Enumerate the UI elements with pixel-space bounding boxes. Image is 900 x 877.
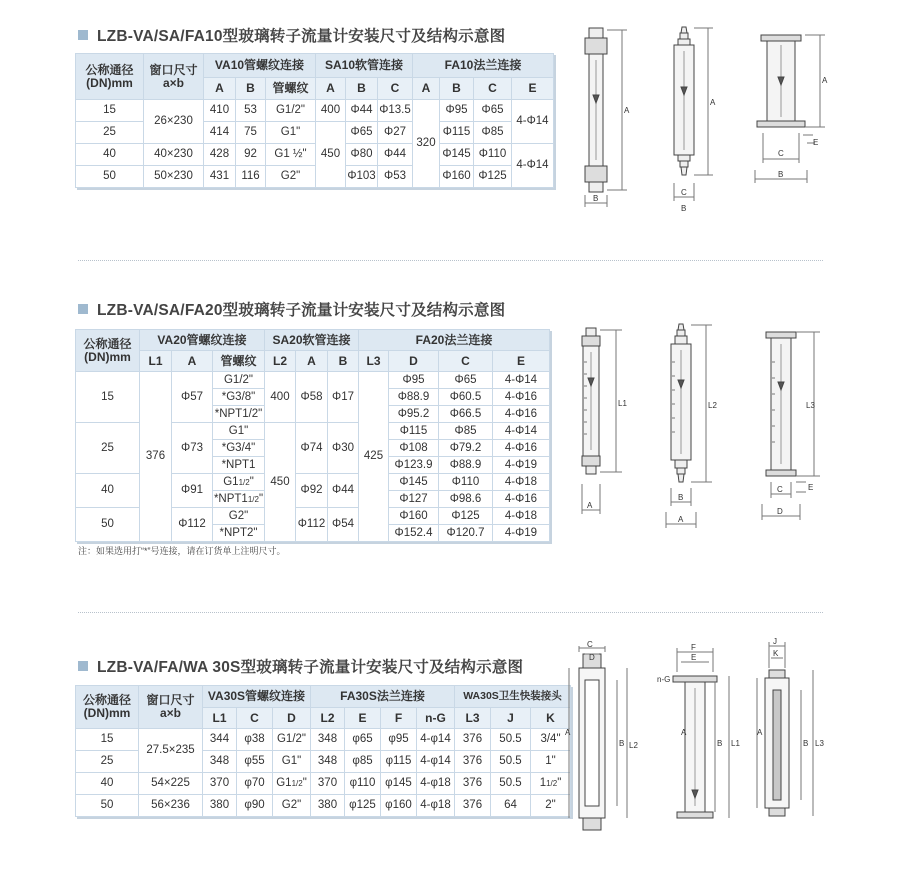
cell: 50×230 (144, 166, 204, 188)
col-header: B (236, 78, 266, 100)
cell: 50 (76, 508, 140, 542)
cell: Φ57 (172, 372, 213, 423)
col-header: 管螺纹 (266, 78, 316, 100)
cell: Φ115 (389, 423, 439, 440)
cell: 50.5 (491, 729, 531, 751)
col-header: B (440, 78, 474, 100)
cell: 348 (203, 751, 237, 773)
col-header: D (389, 351, 439, 372)
label-b: B (619, 739, 625, 748)
cell: Φ60.5 (439, 389, 493, 406)
col-header: E (512, 78, 554, 100)
header-va10: VA10管螺纹连接 (204, 54, 316, 78)
cell: 380 (203, 795, 237, 817)
cell: 15 (76, 372, 140, 423)
cell: 25 (76, 122, 144, 144)
label-e: E (808, 483, 814, 492)
table-row (76, 372, 550, 389)
cell: Φ13.5 (378, 100, 413, 122)
cell: 64 (491, 795, 531, 817)
cell: 348 (311, 729, 345, 751)
cell: G2" (273, 795, 311, 817)
cell: Φ108 (389, 440, 439, 457)
cell: Φ160 (440, 166, 474, 188)
col-header: D (273, 708, 311, 729)
cell: 4-Φ16 (493, 491, 550, 508)
cell: 431 (204, 166, 236, 188)
cell: Φ58 (296, 372, 328, 423)
col-header: B (328, 351, 359, 372)
cell: 2" (531, 795, 571, 817)
cell: 370 (311, 773, 345, 795)
label-a: A (587, 501, 593, 510)
label-l3: L3 (815, 739, 824, 748)
label-l1: L1 (618, 399, 627, 408)
label-b: B (778, 170, 784, 179)
label-l3: L3 (806, 401, 815, 410)
col-header: L1 (203, 708, 237, 729)
header-wa30s: WA30S卫生快装接头 (455, 686, 571, 708)
cell: 3/4" (531, 729, 571, 751)
cell: 4-φ18 (417, 773, 455, 795)
cell: φ160 (381, 795, 417, 817)
cell: Φ112 (296, 508, 328, 542)
cell: 50 (76, 166, 144, 188)
cell: Φ44 (378, 144, 413, 166)
cell: G2" (213, 508, 265, 525)
header-fa10: FA10法兰连接 (413, 54, 554, 78)
section1-title: LZB-VA/SA/FA10型玻璃转子流量计安装尺寸及结构示意图 (78, 24, 505, 46)
cell: φ90 (237, 795, 273, 817)
col-header: A (204, 78, 236, 100)
label-j: J (773, 637, 777, 646)
cell: Φ66.5 (439, 406, 493, 423)
cell: G1/2" (266, 100, 316, 122)
cell: 376 (455, 795, 491, 817)
cell: 400 (265, 372, 296, 423)
cell: Φ112 (172, 508, 213, 542)
header-fa30s: FA30S法兰连接 (311, 686, 455, 708)
cell: Φ65 (439, 372, 493, 389)
cell: G1" (266, 122, 316, 144)
cell: 53 (236, 100, 266, 122)
label-c: C (587, 640, 593, 649)
cell: 11/2" (531, 773, 571, 795)
label-a: A (624, 106, 630, 115)
cell: Φ91 (172, 474, 213, 508)
cell: 40 (76, 144, 144, 166)
cell: Φ123.9 (389, 457, 439, 474)
table-row (76, 773, 571, 795)
order-note: 注：如果选用打“*”号连接，请在订货单上注明尺寸。 (78, 546, 286, 556)
label-l2: L2 (629, 741, 638, 750)
section3-diagram (565, 637, 845, 830)
bullet-square-icon (78, 304, 88, 314)
cell: 4-φ14 (417, 729, 455, 751)
col-header: L3 (359, 351, 389, 372)
col-header: C (237, 708, 273, 729)
cell: φ85 (345, 751, 381, 773)
label-d: D (589, 653, 595, 662)
cell: 4-Φ14 (493, 372, 550, 389)
cell: G2" (266, 166, 316, 188)
header-window: 窗口尺寸 a×b (139, 686, 203, 729)
col-header: L3 (455, 708, 491, 729)
cell: Φ160 (389, 508, 439, 525)
cell: Φ110 (474, 144, 512, 166)
label-c: C (778, 149, 784, 158)
cell: Φ152.4 (389, 525, 439, 542)
cell: Φ44 (328, 474, 359, 508)
cell: Φ95 (389, 372, 439, 389)
label-e: E (813, 138, 819, 147)
cell: Φ65 (474, 100, 512, 122)
cell: 75 (236, 122, 266, 144)
label-c: C (681, 188, 687, 197)
header-va30s: VA30S管螺纹连接 (203, 686, 311, 708)
label-a: A (757, 728, 763, 737)
bullet-square-icon (78, 30, 88, 40)
cell: 450 (265, 423, 296, 542)
cell: 116 (236, 166, 266, 188)
col-header: K (531, 708, 571, 729)
label-l1: L1 (731, 739, 740, 748)
cell: 4-φ18 (417, 795, 455, 817)
cell: φ95 (381, 729, 417, 751)
header-sa20: SA20软管连接 (265, 330, 359, 351)
cell: Φ95.2 (389, 406, 439, 423)
label-k: K (773, 649, 779, 658)
cell: 54×225 (139, 773, 203, 795)
separator (78, 612, 823, 613)
bullet-square-icon (78, 661, 88, 671)
label-a: A (822, 76, 828, 85)
cell: 400 (316, 100, 346, 122)
cell: *NPT2" (213, 525, 265, 542)
cell: 50.5 (491, 773, 531, 795)
cell: Φ27 (378, 122, 413, 144)
label-d: D (777, 507, 783, 516)
label-b: B (803, 739, 809, 748)
label-b: B (681, 204, 687, 213)
cell: 26×230 (144, 100, 204, 144)
label-f: F (691, 643, 696, 652)
header-sa10: SA10软管连接 (316, 54, 413, 78)
cell: 50.5 (491, 751, 531, 773)
cell: 4-Φ19 (493, 525, 550, 542)
table-row (76, 100, 554, 122)
cell: 376 (140, 372, 172, 542)
label-b: B (593, 194, 599, 203)
cell: φ115 (381, 751, 417, 773)
cell: Φ17 (328, 372, 359, 423)
label-ng: n-G (657, 675, 671, 684)
cell: Φ125 (439, 508, 493, 525)
section3-table (75, 685, 571, 817)
cell: Φ79.2 (439, 440, 493, 457)
cell: Φ30 (328, 423, 359, 474)
col-header: A (296, 351, 328, 372)
label-a: A (710, 98, 716, 107)
cell: Φ85 (474, 122, 512, 144)
cell: 414 (204, 122, 236, 144)
section2-title: LZB-VA/SA/FA20型玻璃转子流量计安装尺寸及结构示意图 (78, 298, 505, 320)
col-header: J (491, 708, 531, 729)
cell: Φ80 (346, 144, 378, 166)
label-a: A (681, 728, 687, 737)
cell: 410 (204, 100, 236, 122)
header-dn: 公称通径 (DN)mm (76, 686, 139, 729)
cell: 4-Φ14 (512, 144, 554, 188)
cell: 50 (76, 795, 139, 817)
cell: *G3/4" (213, 440, 265, 457)
cell: φ125 (345, 795, 381, 817)
section1-table-wrap (75, 53, 554, 188)
cell: Φ125 (474, 166, 512, 188)
header-window: 窗口尺寸 a×b (144, 54, 204, 100)
cell: φ65 (345, 729, 381, 751)
cell: 40×230 (144, 144, 204, 166)
section1-diagram (575, 25, 835, 215)
label-a: A (565, 728, 571, 737)
cell: *G3/8" (213, 389, 265, 406)
header-dn: 公称通径 (DN)mm (76, 330, 140, 372)
label-c: C (777, 485, 783, 494)
col-header: 管螺纹 (213, 351, 265, 372)
cell: Φ98.6 (439, 491, 493, 508)
section1-table (75, 53, 554, 188)
section2-diagram (570, 322, 840, 532)
section2-table-wrap (75, 329, 550, 542)
col-header: n-G (417, 708, 455, 729)
col-header: F (381, 708, 417, 729)
cell: 4-Φ18 (493, 508, 550, 525)
cell: 15 (76, 729, 139, 751)
cell: φ145 (381, 773, 417, 795)
cell: 4-Φ18 (493, 474, 550, 491)
cell: 25 (76, 423, 140, 474)
cell: 27.5×235 (139, 729, 203, 773)
cell: φ55 (237, 751, 273, 773)
cell: G11/2" (213, 474, 265, 491)
table-row (76, 144, 554, 166)
table-row (76, 166, 554, 188)
cell: *NPT11/2" (213, 491, 265, 508)
label-a: A (678, 515, 684, 524)
cell: 428 (204, 144, 236, 166)
col-header: A (172, 351, 213, 372)
label-b: B (678, 493, 684, 502)
cell: 4-φ14 (417, 751, 455, 773)
cell: *NPT1 (213, 457, 265, 474)
cell: G1 ½" (266, 144, 316, 166)
cell: 4-Φ16 (493, 440, 550, 457)
cell: φ38 (237, 729, 273, 751)
cell: Φ88.9 (439, 457, 493, 474)
cell: G1" (213, 423, 265, 440)
col-header: L2 (311, 708, 345, 729)
header-va20: VA20管螺纹连接 (140, 330, 265, 351)
cell: 15 (76, 100, 144, 122)
col-header: E (493, 351, 550, 372)
cell: 40 (76, 474, 140, 508)
label-l2: L2 (708, 401, 717, 410)
col-header: C (474, 78, 512, 100)
cell: 380 (311, 795, 345, 817)
cell: 348 (311, 751, 345, 773)
section3-title: LZB-VA/FA/WA 30S型玻璃转子流量计安装尺寸及结构示意图 (78, 655, 523, 677)
col-header: A (316, 78, 346, 100)
cell: Φ120.7 (439, 525, 493, 542)
cell: 450 (316, 122, 346, 188)
cell: 4-Φ14 (493, 423, 550, 440)
cell: Φ103 (346, 166, 378, 188)
cell: 4-Φ16 (493, 406, 550, 423)
cell: 344 (203, 729, 237, 751)
cell: 25 (76, 751, 139, 773)
cell: 376 (455, 729, 491, 751)
cell: Φ110 (439, 474, 493, 491)
table-row (76, 729, 571, 751)
cell: Φ85 (439, 423, 493, 440)
cell: G1/2" (213, 372, 265, 389)
cell: Φ73 (172, 423, 213, 474)
cell: 92 (236, 144, 266, 166)
cell: Φ145 (389, 474, 439, 491)
cell: Φ53 (378, 166, 413, 188)
cell: 4-Φ16 (493, 389, 550, 406)
cell: 4-Φ14 (512, 100, 554, 144)
cell: 425 (359, 372, 389, 542)
section2-table (75, 329, 550, 542)
cell: G11/2" (273, 773, 311, 795)
col-header: E (345, 708, 381, 729)
cell: Φ44 (346, 100, 378, 122)
cell: Φ145 (440, 144, 474, 166)
separator (78, 260, 823, 261)
cell: Φ127 (389, 491, 439, 508)
col-header: C (439, 351, 493, 372)
cell: Φ74 (296, 423, 328, 474)
table-row (76, 795, 571, 817)
header-dn: 公称通径 (DN)mm (76, 54, 144, 100)
cell: 376 (455, 773, 491, 795)
cell: *NPT1/2" (213, 406, 265, 423)
header-fa20: FA20法兰连接 (359, 330, 550, 351)
col-header: L2 (265, 351, 296, 372)
cell: Φ92 (296, 474, 328, 508)
cell: 56×236 (139, 795, 203, 817)
cell: Φ88.9 (389, 389, 439, 406)
cell: φ110 (345, 773, 381, 795)
cell: 4-Φ19 (493, 457, 550, 474)
col-header: A (413, 78, 440, 100)
cell: Φ65 (346, 122, 378, 144)
col-header: L1 (140, 351, 172, 372)
cell: φ70 (237, 773, 273, 795)
cell: G1" (273, 751, 311, 773)
col-header: C (378, 78, 413, 100)
label-e: E (691, 653, 697, 662)
cell: 320 (413, 100, 440, 188)
cell: Φ115 (440, 122, 474, 144)
cell: Φ54 (328, 508, 359, 542)
cell: 40 (76, 773, 139, 795)
cell: Φ95 (440, 100, 474, 122)
col-header: B (346, 78, 378, 100)
cell: 376 (455, 751, 491, 773)
cell: G1/2" (273, 729, 311, 751)
label-b: B (717, 739, 723, 748)
cell: 370 (203, 773, 237, 795)
section3-table-wrap (75, 685, 571, 817)
cell: 1" (531, 751, 571, 773)
